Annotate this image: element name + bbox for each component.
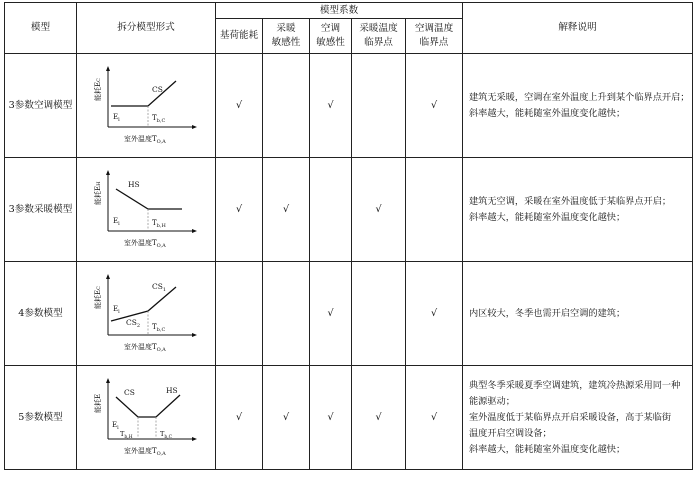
explain-cell <box>463 158 693 262</box>
header-explain: 解释说明 <box>463 3 693 54</box>
model-name: 3参数空调模型 <box>5 54 77 158</box>
check-base-load: √ <box>216 158 263 262</box>
header-form: 拆分模型形式 <box>77 3 216 54</box>
check-base-load <box>216 262 263 366</box>
header-coef-heating-balance-point: 采暖温度 临界点 <box>352 19 406 54</box>
explain-line: 室外温度低于某临界点开启采暖设备，高于某临街 <box>469 411 672 423</box>
model-comparison-table <box>4 2 693 470</box>
check-heating-sensitivity: √ <box>263 158 310 262</box>
svg-text:CS2: $CS_2$ <box>126 317 141 329</box>
check-cooling-sensitivity: √ <box>310 366 352 470</box>
svg-text:室外温度TO,A: 室外温度$T_{O,A}$ <box>124 238 166 249</box>
check-heating-sensitivity <box>263 54 310 158</box>
svg-text:El: $E_l$ <box>113 112 120 123</box>
header-coefficients: 模型系数 <box>216 3 463 19</box>
table-row-3p-cooling <box>5 54 693 158</box>
model-name: 4参数模型 <box>5 262 77 366</box>
svg-text:CS1: $CS_1$ <box>152 281 167 293</box>
check-heating-balance-point <box>352 262 406 366</box>
model-diagram-cell <box>77 366 216 470</box>
check-heating-balance-point <box>352 54 406 158</box>
svg-text:CS: CS <box>152 84 163 94</box>
svg-text:El: $E_l$ <box>112 420 119 431</box>
svg-text:能耗EH: 能耗EH <box>94 181 102 205</box>
check-base-load: √ <box>216 54 263 158</box>
explain-line: 内区较大，冬季也需开启空调的建筑； <box>469 307 626 319</box>
svg-text:HS: HS <box>128 179 140 189</box>
table-row-3p-heating <box>5 158 693 262</box>
check-heating-balance-point: √ <box>352 366 406 470</box>
svg-text:室外温度TO,A: 室外温度$T_{O,A}$ <box>124 342 166 353</box>
explain-cell <box>463 366 693 470</box>
svg-text:Tb,C: $T_{b,C}$ <box>152 322 166 333</box>
explain-cell <box>463 54 693 158</box>
svg-text:CS: CS <box>124 387 135 397</box>
check-cooling-balance-point: √ <box>406 366 463 470</box>
svg-text:Tb,C: $T_{b,C}$ <box>152 113 166 124</box>
header-coef-cooling-sensitivity: 空调 敏感性 <box>310 19 352 54</box>
model-diagram-cell <box>77 262 216 366</box>
explain-line: 典型冬季采暖夏季空调建筑，建筑冷热源采用同一种 <box>469 379 681 391</box>
check-cooling-sensitivity <box>310 158 352 262</box>
header-row-1 <box>5 3 693 19</box>
explain-line: 能源驱动； <box>469 395 515 407</box>
header-coef-heating-sensitivity: 采暖 敏感性 <box>263 19 310 54</box>
svg-text:室外温度TO,A: 室外温度$T_{O,A}$ <box>124 134 166 145</box>
table-row-4p <box>5 262 693 366</box>
model-diagram-cell <box>77 158 216 262</box>
check-heating-balance-point: √ <box>352 158 406 262</box>
svg-text:能耗EC: 能耗EC <box>94 285 102 309</box>
explain-line: 温度开启空调设备； <box>469 427 552 439</box>
svg-text:Tb,H: $T_{b,H}$ <box>120 429 133 440</box>
check-cooling-sensitivity: √ <box>310 54 352 158</box>
header-model: 模型 <box>5 3 77 54</box>
model-name: 3参数采暖模型 <box>5 158 77 262</box>
model-diagram-cell <box>77 54 216 158</box>
check-cooling-balance-point: √ <box>406 54 463 158</box>
svg-text:Tb,H: $T_{b,H}$ <box>152 218 166 229</box>
explain-line: 斜率越大，能耗随室外温度变化越快； <box>469 107 626 119</box>
explain-line: 斜率越大，能耗随室外温度变化越快； <box>469 211 626 223</box>
svg-text:El: $E_l$ <box>113 304 120 315</box>
header-coef-cooling-balance-point: 空调温度 临界点 <box>406 19 463 54</box>
explain-line: 建筑无空调，采暖在室外温度低于某临界点开启； <box>469 195 672 207</box>
svg-text:能耗E: 能耗E <box>94 393 102 413</box>
model-diagram-5p <box>86 373 206 463</box>
header-coef-base-load: 基荷能耗 <box>216 19 263 54</box>
table-row-5p <box>5 366 693 470</box>
model-diagram-4p <box>86 269 206 359</box>
check-heating-sensitivity: √ <box>263 366 310 470</box>
model-diagram-3p-cooling <box>86 61 206 151</box>
explain-cell <box>463 262 693 366</box>
svg-text:HS: HS <box>166 385 178 395</box>
svg-text:能耗EC: 能耗EC <box>94 77 102 101</box>
model-name: 5参数模型 <box>5 366 77 470</box>
check-heating-sensitivity <box>263 262 310 366</box>
svg-text:Tb,C: $T_{b,C}$ <box>160 429 173 440</box>
model-diagram-3p-heating <box>86 165 206 255</box>
explain-line: 斜率越大，能耗随室外温度变化越快； <box>469 443 626 455</box>
explain-line: 建筑无采暖，空调在室外温度上升到某个临界点开启； <box>469 91 690 103</box>
check-base-load: √ <box>216 366 263 470</box>
check-cooling-balance-point <box>406 158 463 262</box>
check-cooling-sensitivity: √ <box>310 262 352 366</box>
svg-text:室外温度TO,A: 室外温度$T_{O,A}$ <box>124 446 166 457</box>
check-cooling-balance-point: √ <box>406 262 463 366</box>
svg-text:El: $E_l$ <box>113 216 120 227</box>
